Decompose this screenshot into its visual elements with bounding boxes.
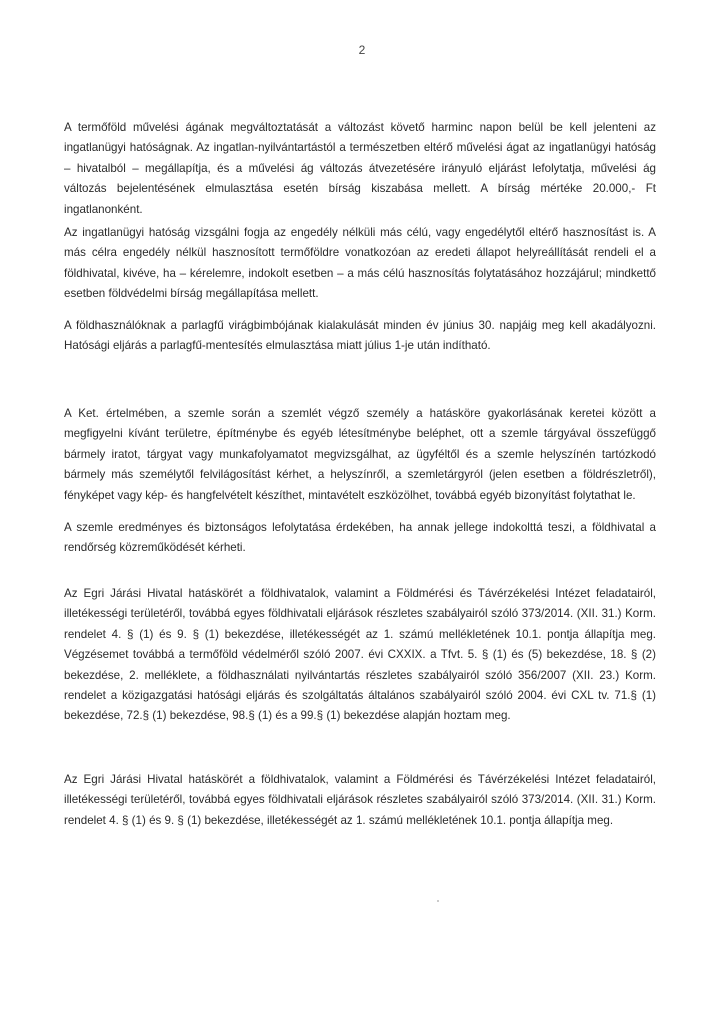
- paragraph-competence: Az Egri Járási Hivatal hatáskörét a földhivatalok, valamint a Földmérési és Távérzékelési Intézet feladatairól, illetékességi területéről, továbbá egyes földhivatali eljárások részletes szabályairól szóló 373/2014. (XII. 31.) Korm. rendelet 4. § (1) és 9. § (1) bekezdése, illetékességét az 1. számú mellékletének 10.1. pontja állapítja meg.: [64, 773, 656, 827]
- paragraph-unauthorized-use: Az ingatlanügyi hatóság vizsgálni fogja az engedély nélküli más célú, vagy engedélytől eltérő hasznosítást is. A más célra engedély nélkül hasznosított termőföldre vonatkozóan az eredeti állapot helyreállítását rendeli el a földhivatal, kivéve, ha – kérelemre, indokolt esetben – a más célú hasznosítás folytatásához hozzájárul; mindkettő esetben földvédelmi bírság megállapítása mellett.: [64, 226, 656, 301]
- scan-speck: [437, 900, 439, 902]
- paragraph-legal-basis: Az Egri Járási Hivatal hatáskörét a földhivatalok, valamint a Földmérési és Távérzékelési Intézet feladatairól, illetékességi területéről, továbbá egyes földhivatali eljárások részletes szabályairól szóló 373/2014. (XII. 31.) Korm. rendelet 4. § (1) és 9. § (1) bekezdése, illetékességét az 1. számú mellékletének 10.1. pontja állapítja meg. Végzésemet továbbá a termőföld védelméről szóló 2007. évi CXXIX. a Tfvt. 5. § (1) és (5) bekezdése, 18. § (2) bekezdése, 2. melléklete, a földhasználati nyilvántartás részletes szabályairól szóló 356/2007 (XII. 23.) Korm. rendelet a közigazgatási hatósági eljárás és szolgáltatás általános szabályairól szóló 2004. évi CXL tv. 71.§ (1) bekezdése, 72.§ (1) bekezdése, 98.§ (1) és a 99.§ (1) bekezdése alapján hoztam meg.: [64, 587, 656, 723]
- paragraph-ragweed: A földhasználóknak a parlagfű virágbimbójának kialakulását minden év június 30. napjáig meg kell akadályozni. Hatósági eljárás a parlagfű-mentesítés elmulasztása miatt július 1-je után indítható.: [64, 319, 656, 353]
- paragraph-land-use-change: A termőföld művelési ágának megváltoztatását a változást követő harminc napon belül be kell jelenteni az ingatlanügyi hatóságnak. Az ingatlan-nyilvántartástól a természetben eltérő művelési ágat az ingatlanügyi hatóság – hivatalból – megállapítja, és a művelési ág változás átvezetésére irányuló eljárást lefolytatja, művelési ág változás bejelentésének elmulasztása esetén bírság kiszabása mellett. A bírság mértéke 20.000,- Ft ingatlanonként.: [64, 121, 656, 216]
- paragraph-police-assistance: A szemle eredményes és biztonságos lefolytatása érdekében, ha annak jellege indokolttá teszi, a földhivatal a rendőrség közreműködését kérheti.: [64, 521, 656, 555]
- paragraph-inspection-rights: A Ket. értelmében, a szemle során a szemlét végző személy a hatásköre gyakorlásának keretei között a megfigyelni kívánt területre, építménybe és egyéb létesítménybe beléphet, ott a szemle tárgyával összefüggő bármely iratot, tárgyat vagy munkafolyamatot megvizsgálhat, az ügyféltől és a szemle helyszínén tartózkodó bármely más személytől felvilágosítást kérhet, a helyszínről, a szemletárgyról (jelen esetben a földrészletről), fényképet vagy kép- és hangfelvételt készíthet, mintavételt eszközölhet, továbbá egyéb bizonyítást folytathat le.: [64, 407, 656, 502]
- page-number: 2: [358, 43, 366, 57]
